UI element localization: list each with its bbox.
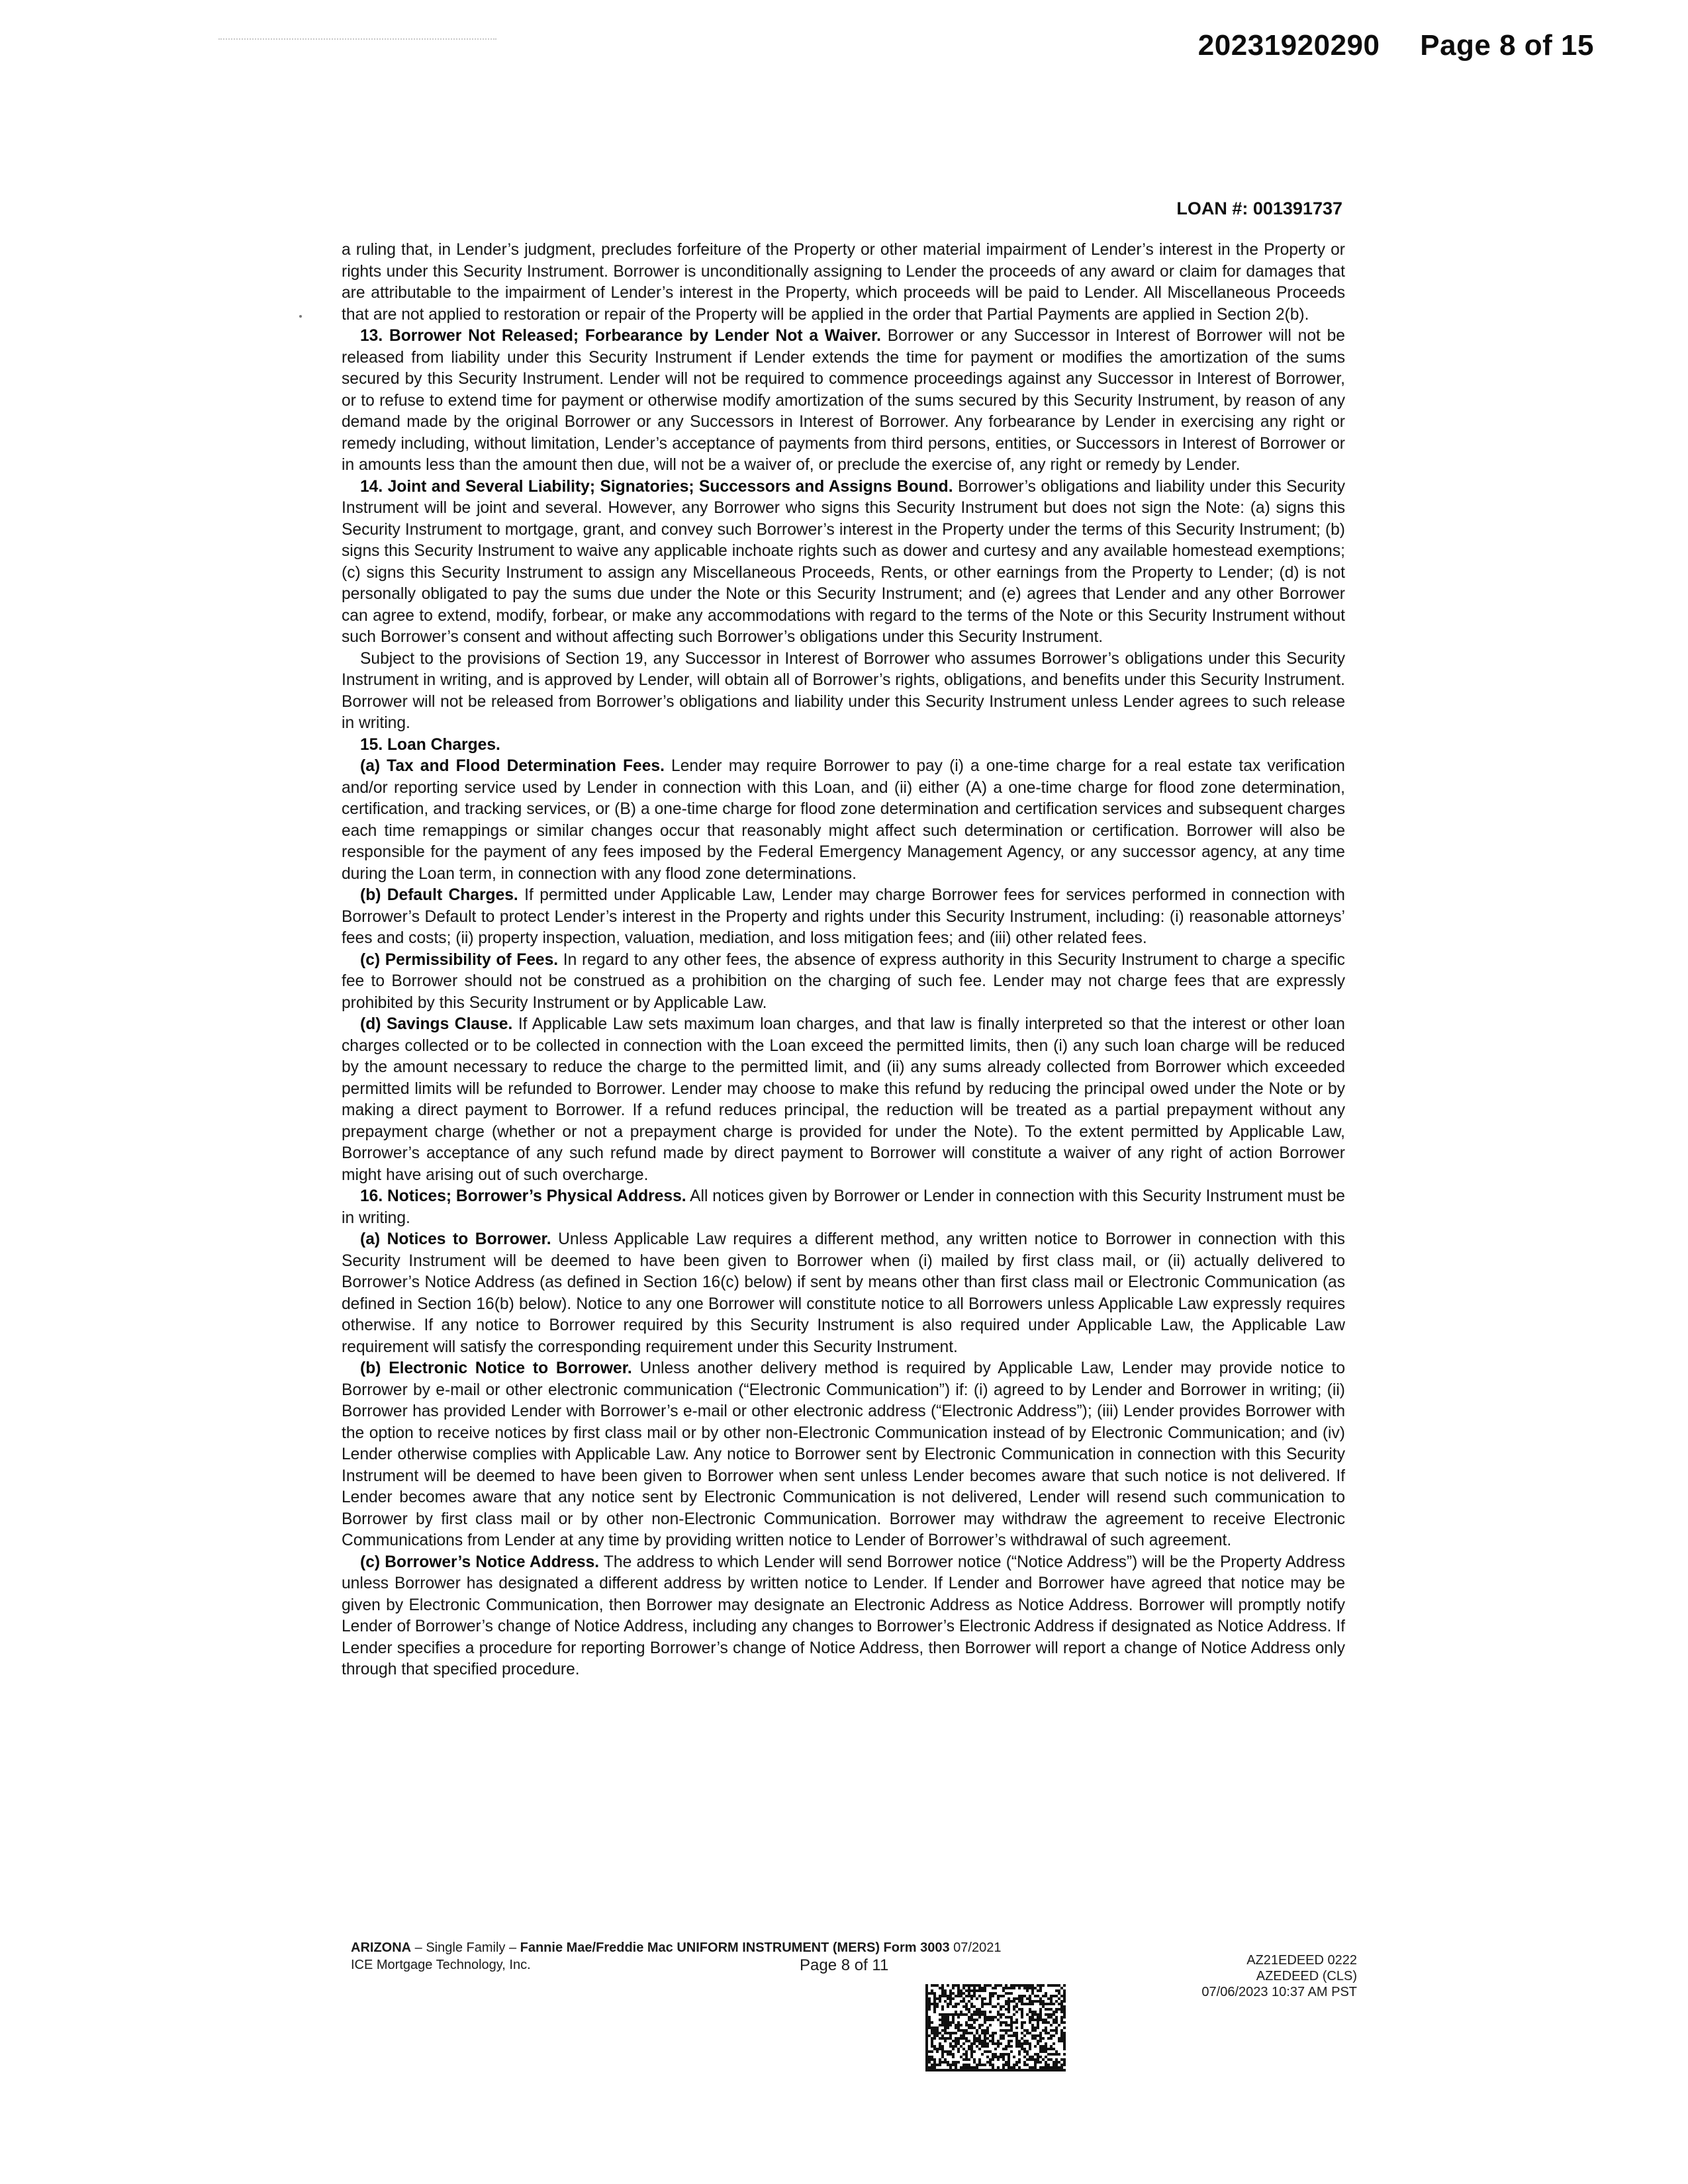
section-15a-heading: (a) Tax and Flood Determination Fees. (360, 757, 665, 775)
footer-code-2: AZEDEED (CLS) (1256, 1969, 1357, 1983)
loan-number: LOAN #: 001391737 (1176, 199, 1342, 218)
scan-artifact-dot (299, 315, 302, 318)
section-14-text: Borrower’s obligations and liability under this Security Instrument will be joint and several. However, any Borrower who signs this Security Instrument but does not sign the Note: (a) signs this Security Instrument to mortgage, grant, and convey such Borrower’s interest in the Property under the terms of this Security Instrument; (b) signs this Security Instrument to waive any applicable inchoate rights such as dower and curtesy and any available homestead exemptions; (c) signs this Security Instrument to assign any Miscellaneous Proceeds, Rents, or other earnings from the Property to Lender; (d) is not personally obligated to pay the sums due under the Note or this Security Instrument; and (e) agrees that Lender and any other Borrower can agree to extend, modify, forbear, or make any accommodations with regard to the terms of the Note or this Security Instrument without such Borrower’s consent and without affecting such Borrower’s obligations under this Security Instrument. (342, 477, 1345, 646)
footer-form-info (351, 1939, 1001, 1974)
section-15-heading: 15. Loan Charges. (360, 735, 500, 754)
section-16a-text: Unless Applicable Law requires a different method, any written notice to Borrower in connection with this Security Instrument will be deemed to have been given to Borrower when (i) mailed by first class mail, or (ii) actually delivered to Borrower’s Notice Address (as defined in Section 16(c) below) if sent by means other than first class mail or Electronic Communication (as defined in Section 16(b) below). Notice to any one Borrower will constitute notice to all Borrowers unless Applicable Law expressly requires otherwise. If any notice to Borrower required by this Security Instrument is also required under Applicable Law, the Applicable Law requirement will satisfy the corresponding requirement under this Security Instrument. (342, 1230, 1345, 1356)
section-15d (342, 1014, 1345, 1186)
recording-page-label: Page 8 of 15 (1420, 29, 1594, 62)
section-14-heading: 14. Joint and Several Liability; Signatories; Successors and Assigns Bound. (360, 477, 953, 496)
section-16b (342, 1358, 1345, 1552)
footer-code-1: AZ21EDEED 0222 (1246, 1953, 1357, 1968)
section-15d-text: If Applicable Law sets maximum loan charges, and that law is finally interpreted so that the interest or other loan charges collected or to be collected in connection with the Loan exceed the permitted limits, then (i) any such loan charge will be reduced by the amount necessary to reduce the charge to the permitted limit, and (ii) any sums already collected from Borrower which exceeded permitted limits will be refunded to Borrower. Lender may choose to make this refund by reducing the principal owed under the Note or by making a direct payment to Borrower. If a refund reduces principal, the reduction will be treated as a partial prepayment without any prepayment charge (whether or not a prepayment charge is provided for under the Note). To the extent permitted by Applicable Law, Borrower’s acceptance of any such refund made by direct payment to Borrower will constitute a waiver of any right of action Borrower might have arising out of such overcharge. (342, 1015, 1345, 1184)
footer-timestamp: 07/06/2023 10:37 AM PST (1201, 1985, 1357, 1999)
section-16-heading: 16. Notices; Borrower’s Physical Address. (360, 1187, 686, 1205)
section-16a-heading: (a) Notices to Borrower. (360, 1230, 551, 1248)
section-16c (342, 1552, 1345, 1681)
section-14 (342, 477, 1345, 649)
footer-state: ARIZONA (351, 1940, 412, 1955)
recording-header (1198, 29, 1594, 62)
barcode-icon (925, 1984, 1066, 2071)
paragraph-continuation: a ruling that, in Lender’s judgment, precludes forfeiture of the Property or other material impairment of Lender’s interest in the Property or rights under this Security Instrument. Borrower is unconditionally assigning to Lender the proceeds of any award or claim for damages that are attributable to the impairment of Lender’s interest in the Property, which proceeds will be paid to Lender. All Miscellaneous Proceeds that are not applied to restoration or repair of the Property will be applied in the order that Partial Payments are applied in Section 2(b). (342, 241, 1345, 324)
scan-artifact (218, 38, 496, 42)
section-16-text: All notices given by Borrower or Lender in connection with this Security Instrument must be in writing. (342, 1187, 1345, 1227)
section-15a-text: Lender may require Borrower to pay (i) a one-time charge for a real estate tax verification and/or reporting service used by Lender in connection with this Loan, and (ii) either (A) a one-time charge for flood zone determination, certification, and tracking services, or (B) a one-time charge for flood zone determination and certification services and subsequent charges each time remappings or similar changes occur that reasonably might affect such determination or certification. Borrower will also be responsible for the payment of any fees imposed by the Federal Emergency Management Agency, or any successor agency, at any time during the Loan term, in connection with any flood zone determinations. (342, 757, 1345, 883)
section-16b-text: Unless another delivery method is required by Applicable Law, Lender may provide notice to Borrower by e-mail or other electronic communication (“Electronic Communication”) if: (i) agreed to by Lender and Borrower in writing; (ii) Borrower has provided Lender with Borrower’s e-mail or other electronic address (“Electronic Address”); (iii) Lender provides Borrower with the option to receive notices by first class mail or by other non-Electronic Communication instead of by Electronic Communication; and (iv) Lender otherwise complies with Applicable Law. Any notice to Borrower sent by Electronic Communication in connection with this Security Instrument will be deemed to have been given to Borrower when sent unless Lender becomes aware that such notice is not delivered. If Lender becomes aware that any notice sent by Electronic Communication is not delivered, Lender will resend such communication to Borrower by first class mail or by other non-Electronic Communication. Borrower may withdraw the agreement to receive Electronic Communications from Lender at any time by providing written notice to Lender of Borrower’s withdrawal of such agreement. (342, 1359, 1345, 1549)
section-13-text: Borrower or any Successor in Interest of Borrower will not be released from liability under this Security Instrument if Lender extends the time for payment or modifies the amortization of the sums secured by this Security Instrument. Lender will not be required to commence proceedings against any Successor in Interest of Borrower, or to refuse to extend time for payment or otherwise modify amortization of the sums secured by this Security Instrument, by reason of any demand made by the original Borrower or any Successors in Interest of Borrower. Any forbearance by Lender in exercising any right or remedy including, without limitation, Lender’s acceptance of payments from third persons, entities, or Successors in Interest of Borrower or in amounts less than the amount then due, will not be a waiver of, or preclude the exercise of, any right or remedy by Lender. (342, 327, 1345, 474)
section-15c-heading: (c) Permissibility of Fees. (360, 950, 559, 969)
section-13-heading: 13. Borrower Not Released; Forbearance by Lender Not a Waiver. (360, 327, 882, 345)
footer-form-line (351, 1939, 1001, 1956)
section-15d-heading: (d) Savings Clause. (360, 1015, 513, 1033)
section-15b-heading: (b) Default Charges. (360, 886, 518, 904)
document-body (342, 240, 1345, 1681)
footer-company: ICE Mortgage Technology, Inc. (351, 1958, 531, 1972)
section-16a (342, 1229, 1345, 1358)
section-14-subject: Subject to the provisions of Section 19, any Successor in Interest of Borrower who assumes Borrower’s obligations under this Security Instrument in writing, and is approved by Lender, will obtain all of Borrower’s rights, obligations, and benefits under this Security Instrument. Borrower will not be released from Borrower’s obligations and liability under this Security Instrument unless Lender agrees to such release in writing. (342, 649, 1345, 732)
footer-codes (1201, 1952, 1357, 2000)
section-13 (342, 326, 1345, 477)
section-15c-text: In regard to any other fees, the absence of express authority in this Security Instrument to charge a specific fee to Borrower should not be construed as a prohibition on the charging of such fee. Lender may not charge fees that are expressly prohibited by this Security Instrument or by Applicable Law. (342, 950, 1345, 1012)
section-16c-text: The address to which Lender will send Borrower notice (“Notice Address”) will be the Property Address unless Borrower has designated a different address by written notice to Lender. If Lender and Borrower have agreed that notice may be given by Electronic Communication, then Borrower may designate an Electronic Address as Notice Address. Borrower will promptly notify Lender of Borrower’s change of Notice Address, including any changes to Borrower’s Electronic Address if designated as Notice Address. If Lender specifies a procedure for reporting Borrower’s change of Notice Address, then Borrower will report a change of Notice Address only through that specified procedure. (342, 1553, 1346, 1678)
document-number: 20231920290 (1197, 29, 1380, 62)
footer-form-desc: – Single Family – (411, 1940, 520, 1955)
section-15c (342, 950, 1345, 1015)
section-16 (342, 1186, 1345, 1229)
footer-form-name: Fannie Mae/Freddie Mac UNIFORM INSTRUMENT (MERS) Form 3003 (520, 1940, 950, 1955)
section-15b-text: If permitted under Applicable Law, Lender may charge Borrower fees for services performed in connection with Borrower’s Default to protect Lender’s interest in the Property and rights under this Security Instrument, including: (i) reasonable attorneys’ fees and costs; (ii) property inspection, valuation, mediation, and loss mitigation fees; and (iii) other related fees. (342, 886, 1345, 947)
footer-page-number: Page 8 of 11 (800, 1956, 889, 1974)
section-16c-heading: (c) Borrower’s Notice Address. (360, 1553, 600, 1571)
section-15 (342, 735, 1345, 756)
section-16b-heading: (b) Electronic Notice to Borrower. (360, 1359, 632, 1377)
section-15a (342, 756, 1345, 885)
section-15b (342, 885, 1345, 950)
footer-form-date: 07/2021 (949, 1940, 1002, 1955)
